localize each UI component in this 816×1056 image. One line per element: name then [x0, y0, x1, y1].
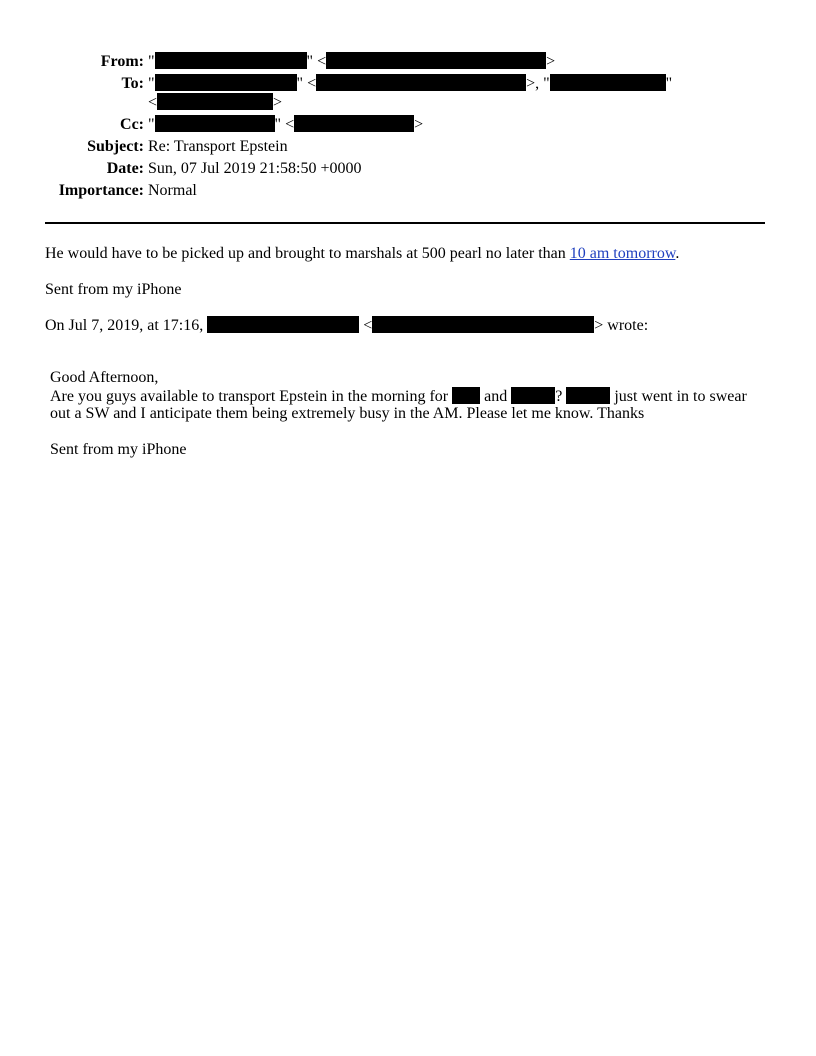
redacted-from-name [155, 52, 307, 69]
redacted-to-name-2 [550, 74, 666, 91]
redacted-name-a [452, 387, 480, 404]
to-value-cont: < > [148, 94, 283, 111]
redacted-name-c [566, 387, 610, 404]
quoted-line-1c: ? [555, 388, 563, 405]
quoted-signature: Sent from my iPhone [50, 441, 187, 458]
reply-body-text: He would have to be picked up and brought to marshals at 500 pearl no later than [45, 245, 570, 262]
subject-value: Re: Transport Epstein [148, 138, 288, 155]
cc-label: Cc: [120, 116, 144, 133]
attribution-prefix: On Jul 7, 2019, at 17:16, [45, 317, 204, 334]
importance-label: Importance: [58, 182, 144, 199]
subject-label: Subject: [87, 138, 144, 155]
from-label: From: [100, 53, 144, 70]
redacted-to-email-2 [157, 93, 273, 110]
reply-body-end: . [675, 245, 680, 262]
redacted-name-b [511, 387, 555, 404]
to-label: To: [121, 75, 144, 92]
redacted-sender-email [372, 316, 594, 333]
date-label: Date: [106, 160, 144, 177]
redacted-to-email-1 [316, 74, 526, 91]
to-value: " " < >, " " [148, 75, 673, 92]
quoted-greeting: Good Afternoon, [50, 369, 159, 386]
quoted-attribution: On Jul 7, 2019, at 17:16, < > wrote: [45, 317, 649, 334]
quoted-line-1 [50, 387, 747, 406]
quoted-line-1d: just went in to swear [614, 388, 747, 405]
attribution-suffix: wrote: [607, 317, 649, 334]
redacted-cc-email [294, 115, 414, 132]
time-link[interactable]: 10 am tomorrow [569, 245, 676, 262]
quoted-line-2: out a SW and I anticipate them being extremely busy in the AM. Please let me know. Thanks [50, 405, 645, 422]
redacted-from-email [326, 52, 546, 69]
redacted-sender-name [207, 316, 359, 333]
importance-value: Normal [148, 182, 197, 199]
quoted-line-1a: Are you guys available to transport Epstein in the morning for [50, 388, 449, 405]
redacted-cc-name [155, 115, 275, 132]
reply-signature: Sent from my iPhone [45, 281, 182, 298]
reply-body [45, 244, 679, 264]
header-divider [45, 222, 765, 224]
date-value: Sun, 07 Jul 2019 21:58:50 +0000 [148, 160, 362, 177]
cc-value: " " < > [148, 116, 424, 133]
redacted-to-name-1 [155, 74, 297, 91]
quoted-line-1b: and [484, 388, 508, 405]
from-value: " " < > [148, 53, 556, 70]
